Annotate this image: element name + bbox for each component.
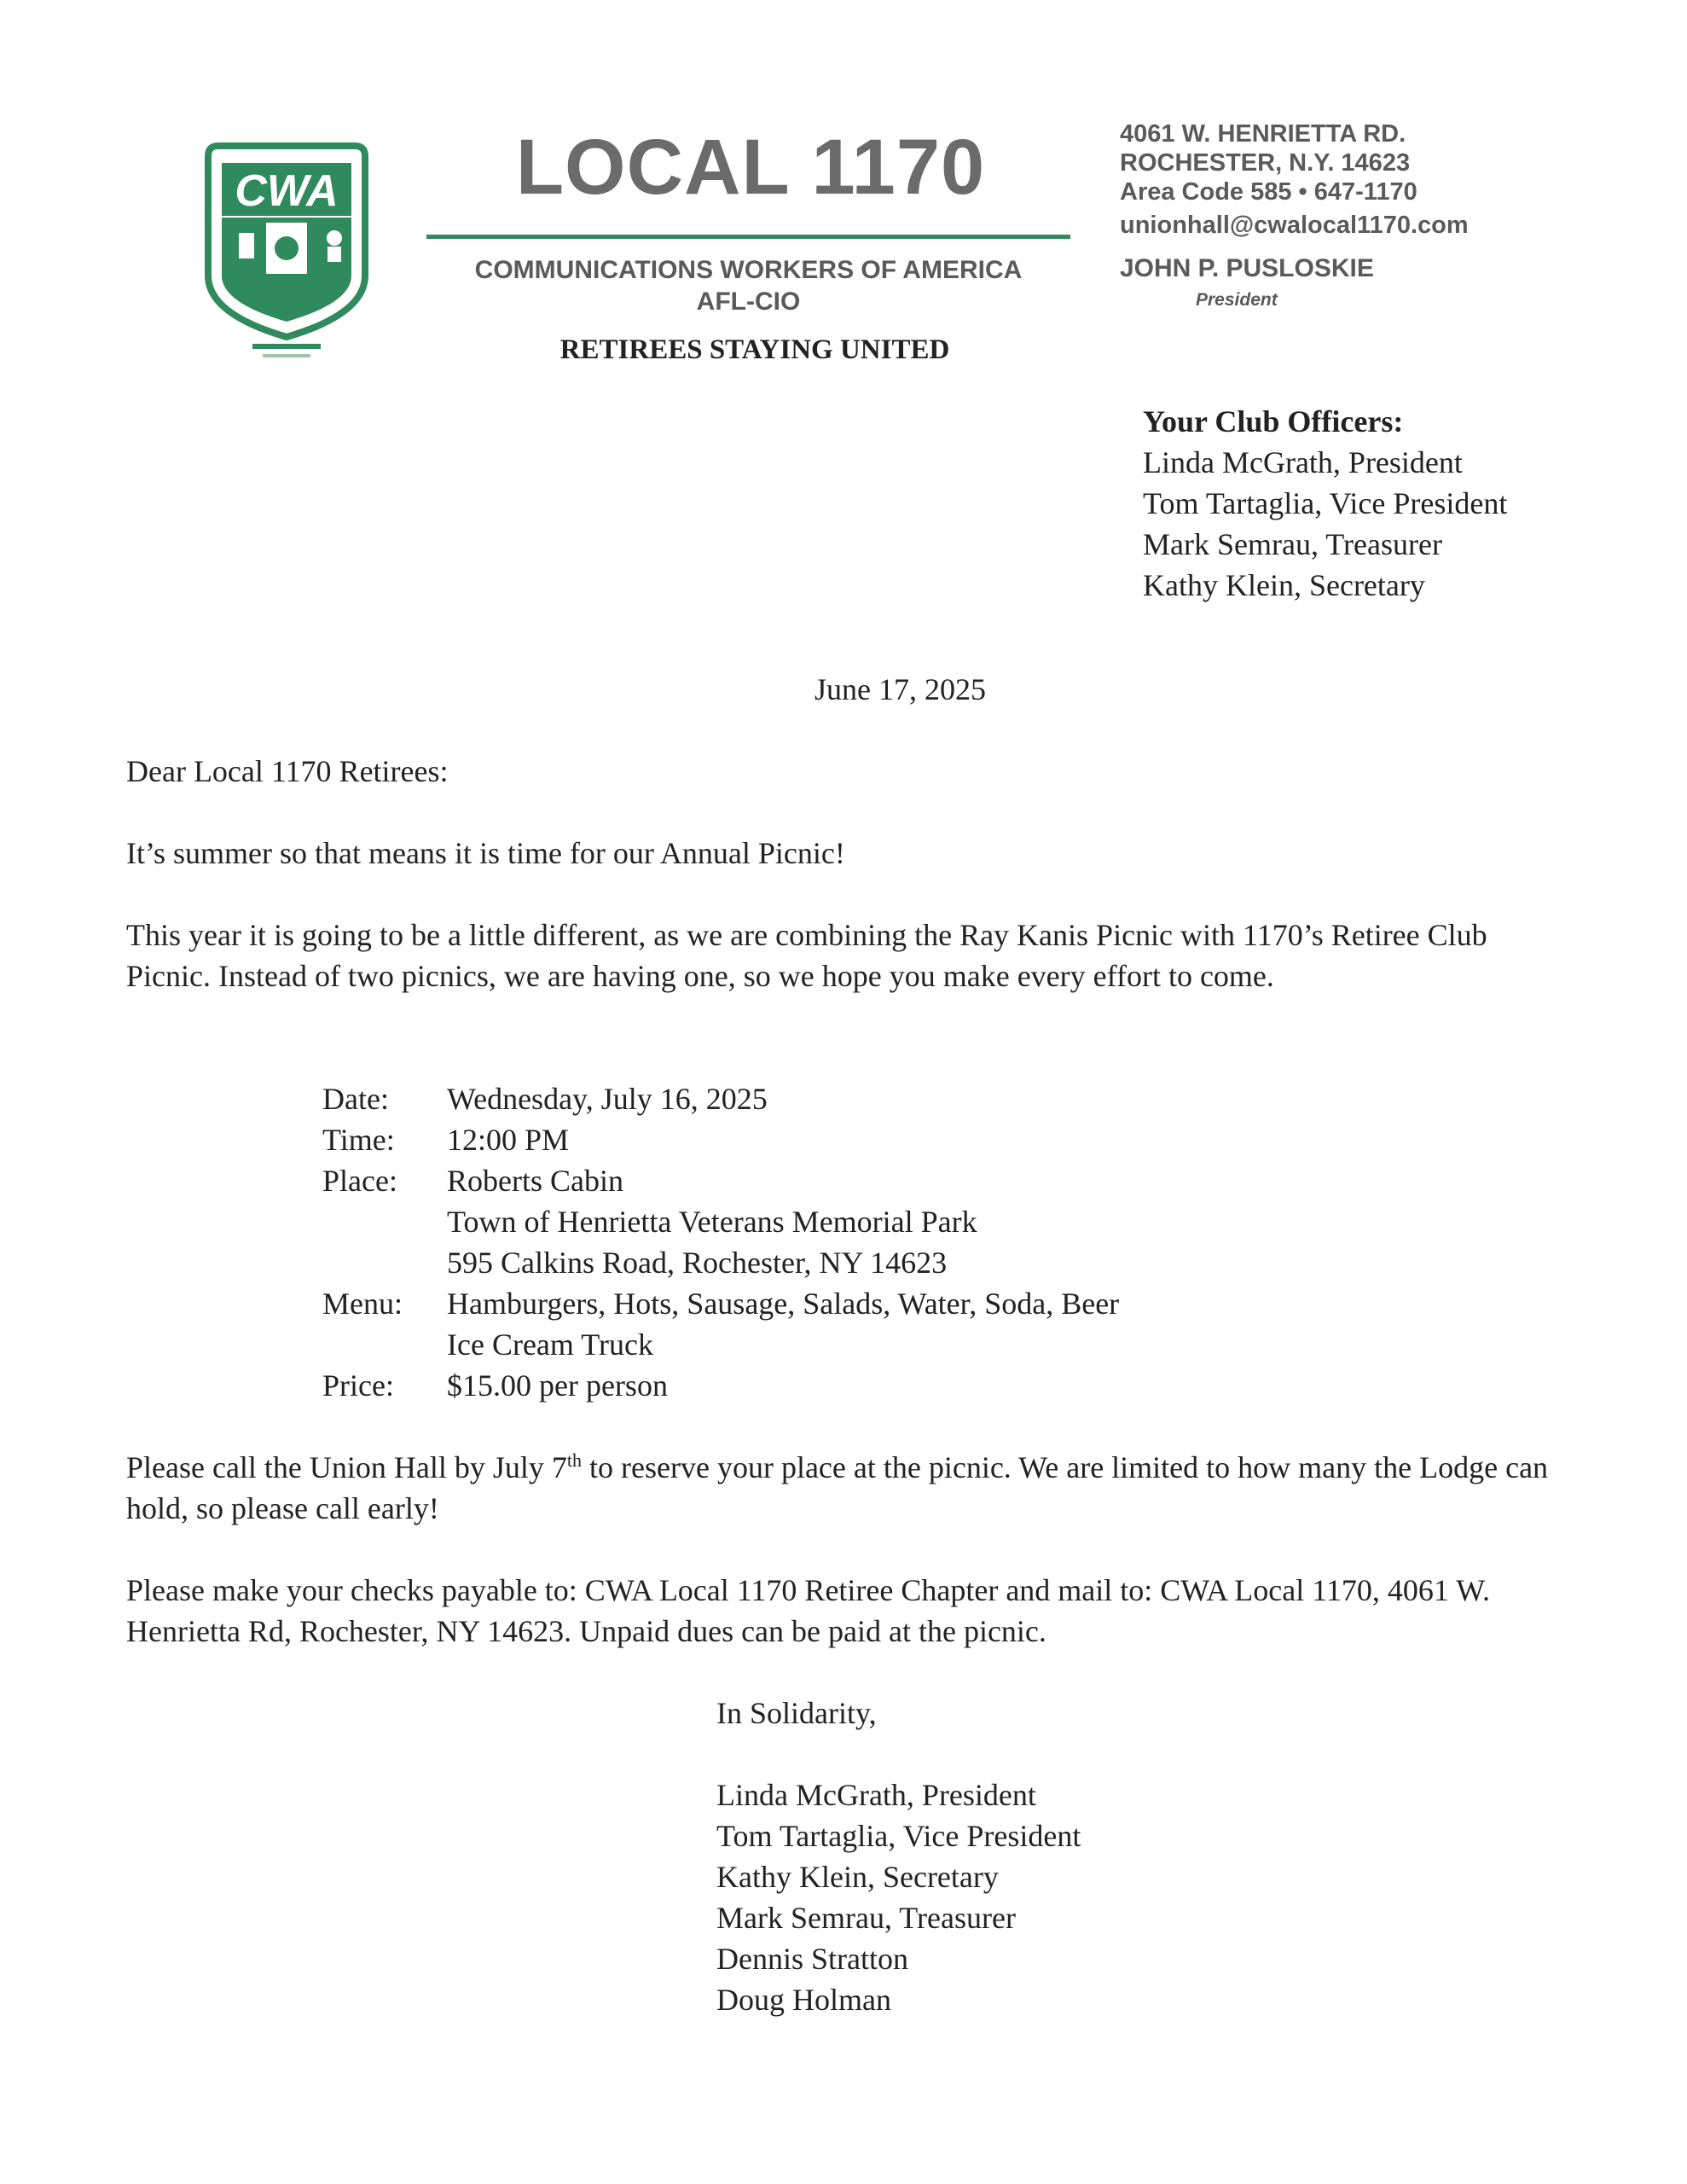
officer-item: Mark Semrau, Treasurer (1143, 527, 1442, 561)
signer: Linda McGrath, President (716, 1778, 1036, 1812)
signer: Kathy Klein, Secretary (716, 1860, 999, 1894)
detail-row-place (322, 1160, 1119, 1201)
detail-value: 595 Calkins Road, Rochester, NY 14623 (447, 1246, 948, 1280)
reservation-text-b: to reserve your place at the picnic. We are limited to how many the Lodge can hold, so please call early! (126, 1450, 1549, 1525)
address-block (1120, 119, 1417, 206)
signer: Dennis Stratton (716, 1942, 908, 1976)
address-city: ROCHESTER, N.Y. 14623 (1120, 149, 1411, 177)
detail-row-price (322, 1365, 1119, 1406)
officer-item: Kathy Klein, Secretary (1143, 568, 1425, 602)
detail-row-place-2 (322, 1201, 1119, 1242)
detail-label: Price: (322, 1368, 394, 1403)
detail-row-time (322, 1119, 1119, 1160)
detail-label: Date: (322, 1082, 389, 1116)
picnic-paragraph: This year it is going to be a little different, as we are combining the Ray Kanis Picnic with 1170’s Retiree Club Picnic. Instead of two picnics, we are having one, so we hope you make every effort to come. (126, 918, 1487, 993)
detail-label: Time: (322, 1123, 395, 1157)
detail-label: Place: (322, 1164, 397, 1198)
local-title: LOCAL 1170 (515, 124, 986, 211)
detail-value: Ice Cream Truck (447, 1327, 653, 1362)
payment-paragraph: Please make your checks payable to: CWA Local 1170 Retiree Chapter and mail to: CWA Local 1170, 4061 W. Henrietta Rd, Rochester, NY 14623. Unpaid dues can be paid at the picnic. (126, 1573, 1490, 1648)
org-name: COMMUNICATIONS WORKERS OF AMERICA (474, 256, 1023, 284)
detail-label-empty (322, 1324, 447, 1365)
detail-value: Roberts Cabin (447, 1164, 623, 1198)
president-title: President (1196, 290, 1278, 310)
officer-item: Tom Tartaglia, Vice President (1143, 486, 1508, 520)
detail-value: 12:00 PM (447, 1123, 570, 1157)
detail-value: Town of Henrietta Veterans Memorial Park (447, 1205, 977, 1239)
phone-number: Area Code 585 • 647-1170 (1120, 178, 1417, 206)
header-rule (426, 235, 1070, 239)
reservation-text-a: Please call the Union Hall by July 7 (126, 1450, 567, 1484)
salutation: Dear Local 1170 Retirees: (126, 754, 449, 788)
letter-date: June 17, 2025 (815, 672, 986, 706)
cwa-logo (193, 139, 380, 361)
detail-label-empty (322, 1242, 447, 1283)
signer: Mark Semrau, Treasurer (716, 1901, 1016, 1935)
detail-row-place-3 (322, 1242, 1119, 1283)
intro-paragraph: It’s summer so that means it is time for our Annual Picnic! (126, 836, 845, 870)
reservation-paragraph (126, 1447, 1576, 1529)
ordinal-suffix: th (566, 1449, 583, 1471)
detail-label: Menu: (322, 1287, 403, 1321)
detail-value: Hamburgers, Hots, Sausage, Salads, Water, Soda, Beer (447, 1287, 1120, 1321)
closing: In Solidarity, (716, 1696, 877, 1730)
event-details (322, 1078, 1119, 1406)
address-street: 4061 W. HENRIETTA RD. (1120, 120, 1406, 148)
officers-heading: Your Club Officers: (1143, 404, 1404, 439)
detail-value: Wednesday, July 16, 2025 (447, 1082, 768, 1116)
signer: Doug Holman (716, 1983, 891, 2017)
detail-row-date (322, 1078, 1119, 1119)
officer-item: Linda McGrath, President (1143, 445, 1463, 479)
signers-list (716, 1774, 1081, 2020)
club-officers (1143, 401, 1507, 606)
detail-value: $15.00 per person (447, 1368, 668, 1403)
org-affiliation: AFL-CIO (696, 288, 801, 316)
detail-row-menu-2 (322, 1324, 1119, 1365)
email-address: unionhall@cwalocal1170.com (1120, 212, 1469, 239)
tagline: RETIREES STAYING UNITED (559, 334, 950, 365)
logo-text: CWA (235, 166, 339, 216)
detail-row-menu (322, 1283, 1119, 1324)
detail-label-empty (322, 1201, 447, 1242)
signer: Tom Tartaglia, Vice President (716, 1819, 1081, 1853)
president-name: JOHN P. PUSLOSKIE (1120, 254, 1374, 282)
